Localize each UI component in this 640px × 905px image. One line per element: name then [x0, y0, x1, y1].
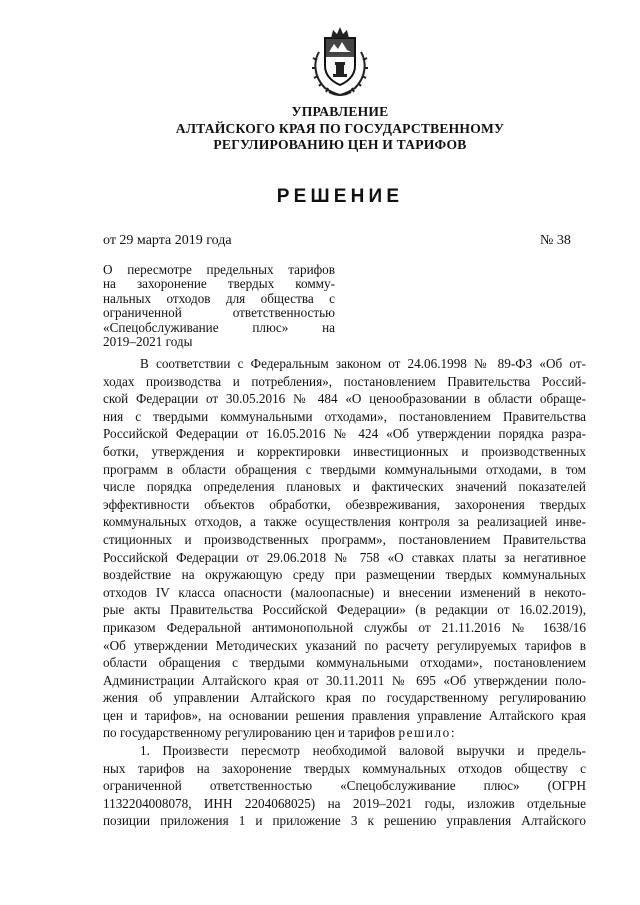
body-line: эффективности объектов обработки, обезвреживания, захоронения твердых — [103, 496, 586, 512]
altai-krai-coat-of-arms-icon — [307, 22, 373, 98]
body-line: числе порядка определения плановых и фактических значений показателей — [103, 479, 586, 495]
body-line: воздействие на окружающую среду при размещении твердых коммунальных — [103, 567, 586, 583]
subject-line: О пересмотре предельных тарифов — [103, 262, 335, 277]
body-line: ходах производства и потребления», постановлением Правительства Россий- — [103, 373, 586, 389]
item-1-line: ограниченной ответственностью «Спецобслуживание плюс» (ОГРН — [103, 778, 586, 794]
body-line: отходов IV класса опасности (малоопасные) и внесении изменений в некото- — [103, 584, 586, 600]
body-line: цен и тарифов», на основании решения правления управление Алтайского края — [103, 707, 586, 723]
body-line: программ в области обращения с твердыми коммунальными отходами, в том — [103, 461, 586, 477]
subject-line: «Спецобслуживание плюс» на — [103, 319, 335, 335]
body-line: стиционных и производственных программ», постановлением Правительства — [103, 531, 586, 547]
body-line: области обращения с твердыми коммунальными отходами», постановлением — [103, 655, 586, 671]
body-line: Администрации Алтайского края от 30.11.2011 № 695 «Об утверждении поло- — [103, 672, 586, 688]
body-line-text: по государственному регулированию цен и тарифов — [103, 725, 396, 741]
item-1-line: позиции приложения 1 и приложение 3 к решению управления Алтайского — [103, 813, 586, 829]
body-line: Российской Федерации от 16.05.2016 № 424 «Об утверждении порядка разра- — [103, 426, 586, 442]
agency-line-3: РЕГУЛИРОВАНИЮ ЦЕН И ТАРИФОВ — [213, 137, 467, 152]
body-line: ской Федерации от 30.05.2016 № 484 «О ценообразовании в области обраще- — [103, 391, 586, 407]
document-subject — [103, 263, 335, 349]
resolved-colon: : — [450, 725, 455, 741]
subject-line: 2019–2021 годы — [103, 334, 193, 350]
item-1-line: ных тарифов на захоронение твердых коммунальных отходов обществу с — [103, 760, 586, 776]
document-number: № 38 — [540, 233, 571, 248]
resolved-word: решило — [398, 725, 451, 741]
body-line: Российской Федерации от 29.06.2018 № 758 «О ставках платы за негативное — [103, 549, 586, 565]
agency-line-2: АЛТАЙСКОГО КРАЯ ПО ГОСУДАРСТВЕННОМУ — [175, 120, 505, 136]
body-line: «Об утверждении Методических указаний по расчету регулируемых тарифов в — [103, 637, 586, 653]
body-line: коммунальных отходов, а также осуществления контроля за реализацией инве- — [103, 514, 586, 530]
body-line-resolved — [103, 724, 586, 742]
document-title: РЕШЕНИЕ — [276, 186, 404, 207]
item-1-line: 1. Произвести пересмотр необходимой валовой выручки и предель- — [140, 743, 586, 759]
body-line: рые акты Правительства Российской Федерации» (в редакции от 16.02.2019), — [103, 602, 586, 618]
body-line: приказом Федеральной антимонопольной службы от 21.11.2016 № 1638/16 — [103, 619, 586, 635]
agency-line-1: УПРАВЛЕНИЕ — [291, 104, 389, 119]
body-line: В соответствии с Федеральным законом от 24.06.1998 № 89-ФЗ «Об от- — [140, 356, 586, 371]
item-1-line: 1132204008078, ИНН 2204068025) на 2019–2021 годы, изложив отдельные — [103, 795, 586, 811]
agency-name — [0, 104, 640, 154]
subject-line: на захоронение твердых комму- — [103, 276, 335, 292]
body-line: жения об управлении Алтайского края по государственному регулированию — [103, 690, 586, 706]
body-line: ния с твердыми коммунальными отходами», постановлением Правительства — [103, 408, 586, 424]
document-date: от 29 марта 2019 года — [103, 233, 232, 248]
body-line: ботки, утверждения и корректировки инвестиционных и производственных — [103, 443, 586, 459]
document-body — [103, 355, 586, 830]
subject-line: нальных отходов для общества с — [103, 290, 335, 306]
subject-line: ограниченной ответственностью — [103, 305, 335, 321]
